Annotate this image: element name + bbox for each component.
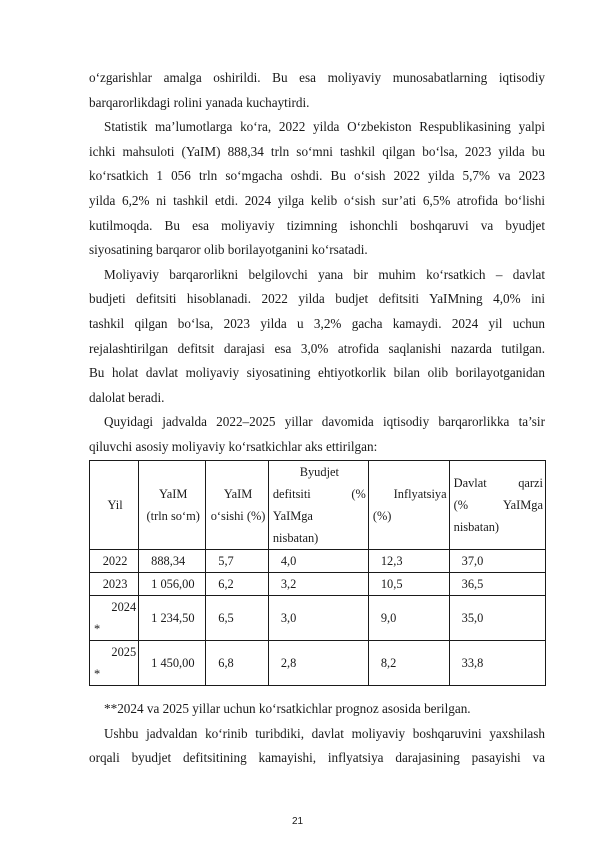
cell-deficit: 2,8 — [268, 641, 368, 686]
header-text: (trln so‘m) — [146, 509, 200, 523]
text-line: Statistik ma’lumotlarga ko‘ra, 2022 yilda O‘zbekiston Respublikasining yalpi — [104, 119, 545, 135]
cell-year: 2022 — [90, 550, 139, 573]
cell-inflation: 12,3 — [368, 550, 449, 573]
table-header-row — [90, 461, 546, 550]
text-line: barqarorlikdagi rolini yanada kuchaytirdi. — [89, 94, 310, 110]
cell-deficit: 3,0 — [268, 596, 368, 641]
text-line: Quyidagi jadvalda 2022–2025 yillar davomida iqtisodiy barqarorlikka ta’sir — [104, 414, 545, 430]
cell-debt: 35,0 — [449, 596, 545, 641]
text-line: ko‘rsatkich 1 056 trln so‘mgacha oshdi. Bu o‘sish 2022 yilda 5,7% va 2023 — [89, 168, 545, 184]
cell-gdp: 1 056,00 — [139, 573, 206, 596]
cell-debt: 33,8 — [449, 641, 545, 686]
text-line: o‘zgarishlar amalga oshirildi. Bu esa moliyaviy munosabatlarning iqtisodiy — [89, 70, 545, 85]
cell-inflation: 8,2 — [368, 641, 449, 686]
year-text: 2025 — [111, 645, 137, 659]
text-line: yilda 6,2% ni tashkil etdi. 2024 yilga kelib o‘sish sur’ati 6,5% atrofida bo‘lishi — [89, 192, 545, 208]
header-text: Byudjet — [299, 465, 339, 479]
cell-year — [90, 596, 139, 641]
text-line: tashkil qilgan bo‘lsa, 2023 yilda u 3,2% gacha kamaydi. 2024 yil uchun — [89, 315, 545, 331]
header-text: (%) — [372, 509, 392, 523]
body-text-bottom — [89, 697, 545, 771]
text-line: Bu holat davlat moliyaviy siyosatining ehtiyotkorlik bilan olib borilayotganidan — [89, 365, 545, 381]
text-line: budjeti defitsiti hisoblanadi. 2022 yilda budjet defitsiti YaIMning 4,0% ini — [89, 291, 545, 307]
header-text: nisbatan) — [272, 531, 319, 545]
text-line: ichki mahsuloti (YaIM) 888,34 trln so‘mni tashkil qilgan bo‘lsa, 2023 yilda bu — [89, 143, 545, 159]
text-line: Ushbu jadvaldan ko‘rinib turibdiki, davlat moliyaviy boshqaruvini yaxshilash — [104, 725, 545, 741]
header-text: YaIM — [159, 487, 188, 501]
cell-growth: 6,2 — [206, 573, 269, 596]
header-deficit — [268, 461, 368, 550]
text-line: Moliyaviy barqarorlikni belgilovchi yana bir muhim ko‘rsatkich – davlat — [104, 266, 545, 282]
text-line: rejalashtirilgan defitsit darajasi esa 3,0% atrofida saqlanishi nazarda tutilgan. — [89, 340, 545, 356]
header-text: defitsiti (% — [272, 487, 366, 501]
cell-gdp: 1 450,00 — [139, 641, 206, 686]
footnote: **2024 va 2025 yillar uchun ko‘rsatkichlar prognoz asosida berilgan. — [104, 701, 471, 716]
header-year — [90, 461, 139, 550]
forecast-mark: * — [94, 667, 101, 681]
text-line: dalolat beradi. — [89, 389, 165, 405]
table-row — [90, 573, 546, 596]
cell-inflation: 10,5 — [368, 573, 449, 596]
header-text: YaIMga — [272, 509, 313, 523]
cell-gdp: 888,34 — [139, 550, 206, 573]
header-inflation — [368, 461, 449, 550]
header-text: Davlat qarzi — [453, 476, 543, 490]
cell-growth: 5,7 — [206, 550, 269, 573]
table-row — [90, 596, 546, 641]
cell-debt: 37,0 — [449, 550, 545, 573]
cell-gdp: 1 234,50 — [139, 596, 206, 641]
cell-inflation: 9,0 — [368, 596, 449, 641]
header-text: Inflyatsiya — [393, 487, 447, 501]
header-debt — [449, 461, 545, 550]
cell-year — [90, 641, 139, 686]
text-line: qiluvchi asosiy moliyaviy ko‘rsatkichlar aks ettirilgan: — [89, 438, 378, 454]
header-text: nisbatan) — [453, 520, 500, 534]
text-line: kutilmoqda. Bu esa moliyaviy tizimning ishonchli boshqaruvi va byudjet — [89, 217, 545, 233]
forecast-mark: * — [94, 622, 101, 636]
table-row — [90, 550, 546, 573]
cell-growth: 6,5 — [206, 596, 269, 641]
text-line: siyosatining barqaror olib borilayotganini ko‘rsatadi. — [89, 242, 368, 258]
cell-growth: 6,8 — [206, 641, 269, 686]
header-growth — [206, 461, 269, 550]
header-text: Yil — [107, 498, 123, 512]
header-text: o‘sishi (%) — [210, 509, 266, 523]
body-text-top — [89, 66, 545, 460]
header-gdp — [139, 461, 206, 550]
header-text: (% YaIMga — [453, 498, 543, 512]
cell-year: 2023 — [90, 573, 139, 596]
indicators-table — [89, 460, 546, 686]
header-text: YaIM — [223, 487, 253, 501]
text-line: orqali byudjet defitsitining kamayishi, inflyatsiya darajasining pasayishi va — [89, 750, 545, 766]
cell-deficit: 3,2 — [268, 573, 368, 596]
table-row — [90, 641, 546, 686]
page-number: 21 — [291, 816, 304, 827]
year-text: 2024 — [111, 600, 137, 614]
cell-debt: 36,5 — [449, 573, 545, 596]
cell-deficit: 4,0 — [268, 550, 368, 573]
